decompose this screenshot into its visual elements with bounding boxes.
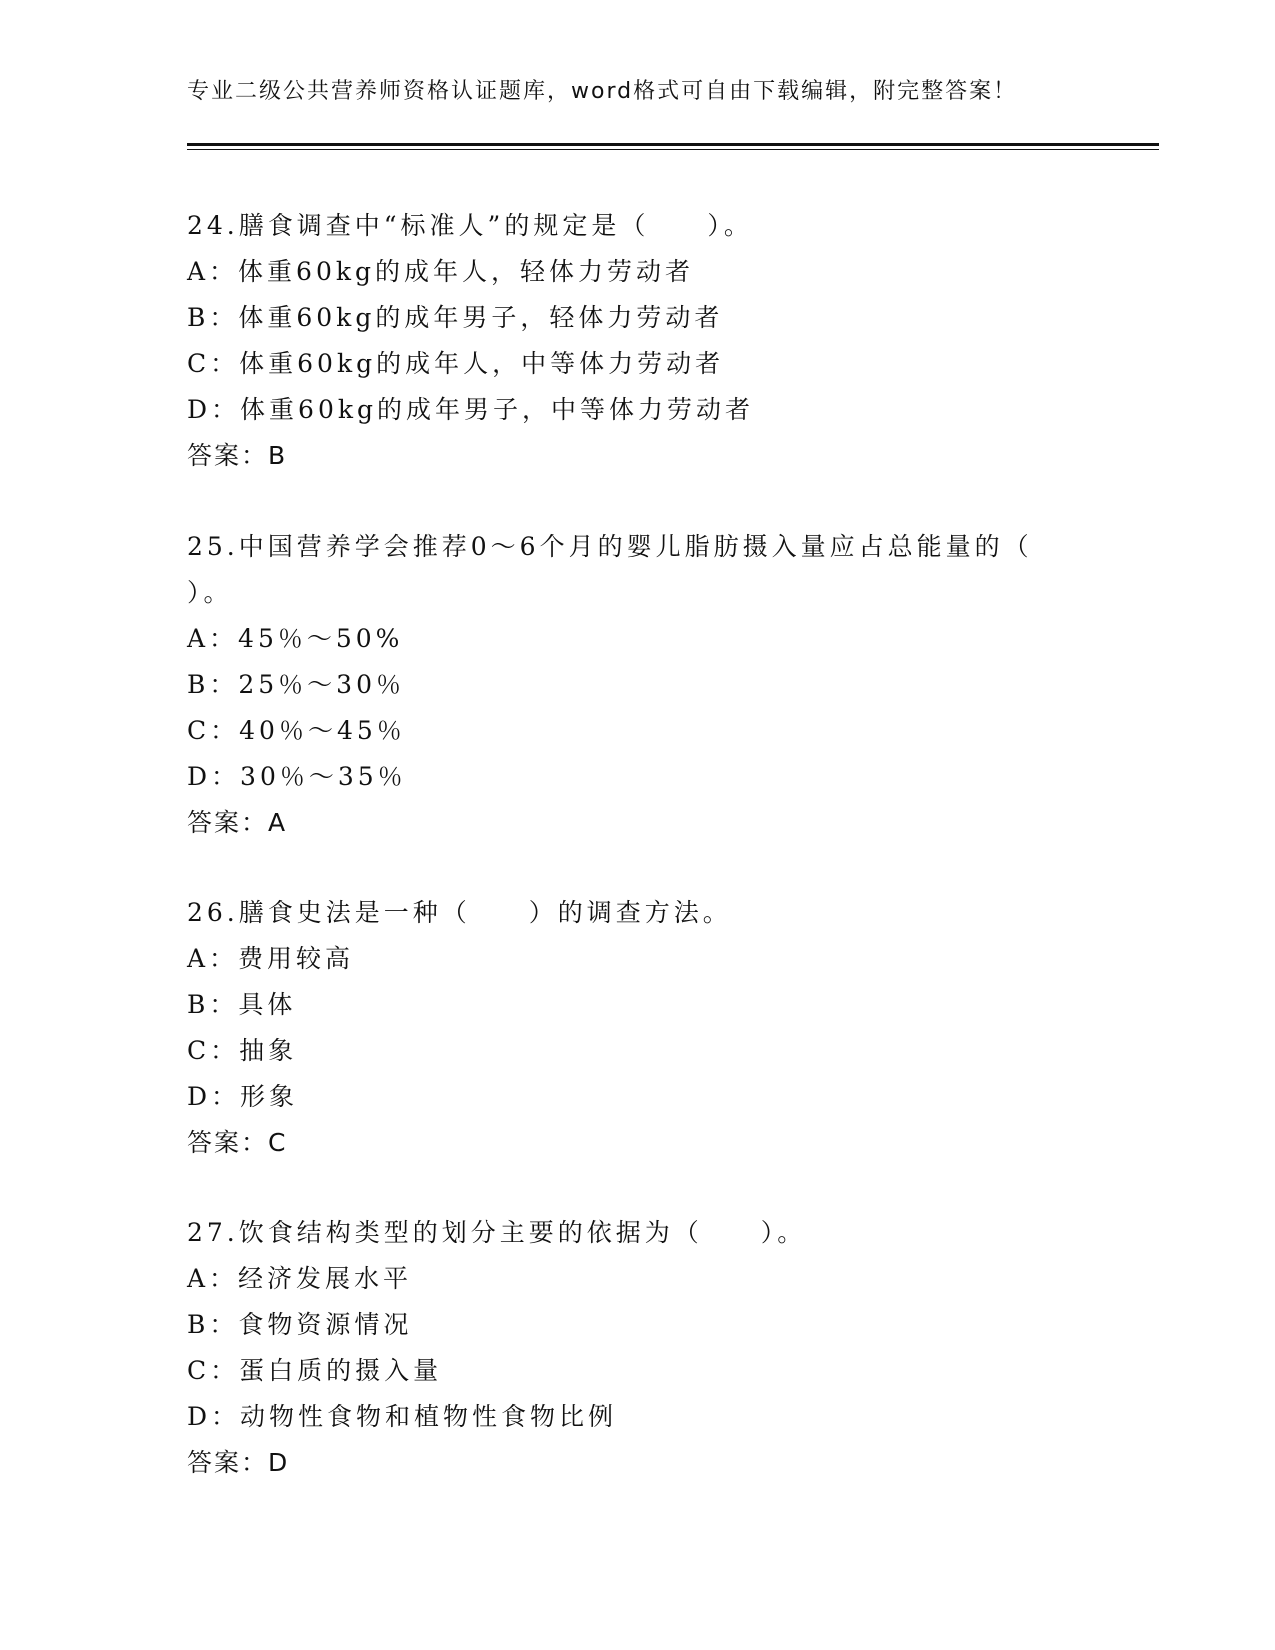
option-c: C：40％～45％ [187,716,406,745]
question-block [187,203,1087,479]
option-a: A：经济发展水平 [187,1264,413,1293]
option-d: D：30％～35％ [187,762,407,791]
option-c: C：体重60kg的成年人，中等体力劳动者 [187,349,725,378]
question-block [187,1210,1087,1486]
question-stem: 25.中国营养学会推荐0～6个月的婴儿脂肪摄入量应占总能量的（ [187,532,1033,561]
question-stem: 26.膳食史法是一种（ ）的调查方法。 [187,898,732,927]
question-stem: 24.膳食调查中“标准人”的规定是（ ）。 [187,211,753,240]
answer-label: 答案：C [187,1128,288,1157]
option-b: B：具体 [187,990,297,1019]
question-stem: 27.饮食结构类型的划分主要的依据为（ ）。 [187,1218,807,1247]
option-a: A：45％～50% [187,624,404,653]
option-c: C：抽象 [187,1036,298,1065]
option-b: B：体重60kg的成年男子，轻体力劳动者 [187,303,724,332]
option-b: B：食物资源情况 [187,1310,413,1339]
answer-label: 答案：D [187,1448,290,1477]
option-c: C：蛋白质的摄入量 [187,1356,443,1385]
option-d: D：形象 [187,1082,299,1111]
option-a: A：体重60kg的成年人，轻体力劳动者 [187,257,695,286]
option-b: B：25％～30％ [187,670,405,699]
answer-label: 答案：B [187,441,288,470]
header-divider-thin [187,149,1159,150]
question-block [187,524,1087,846]
header-divider-thick [187,143,1159,146]
question-stem-continuation: ）。 [187,578,233,607]
question-block [187,890,1087,1166]
page-header-title: 专业二级公共营养师资格认证题库，word格式可自由下载编辑，附完整答案！ [187,79,1018,104]
option-d: D：体重60kg的成年男子，中等体力劳动者 [187,395,755,424]
option-a: A：费用较高 [187,944,355,973]
answer-label: 答案：A [187,808,288,837]
option-d: D：动物性食物和植物性食物比例 [187,1402,618,1431]
